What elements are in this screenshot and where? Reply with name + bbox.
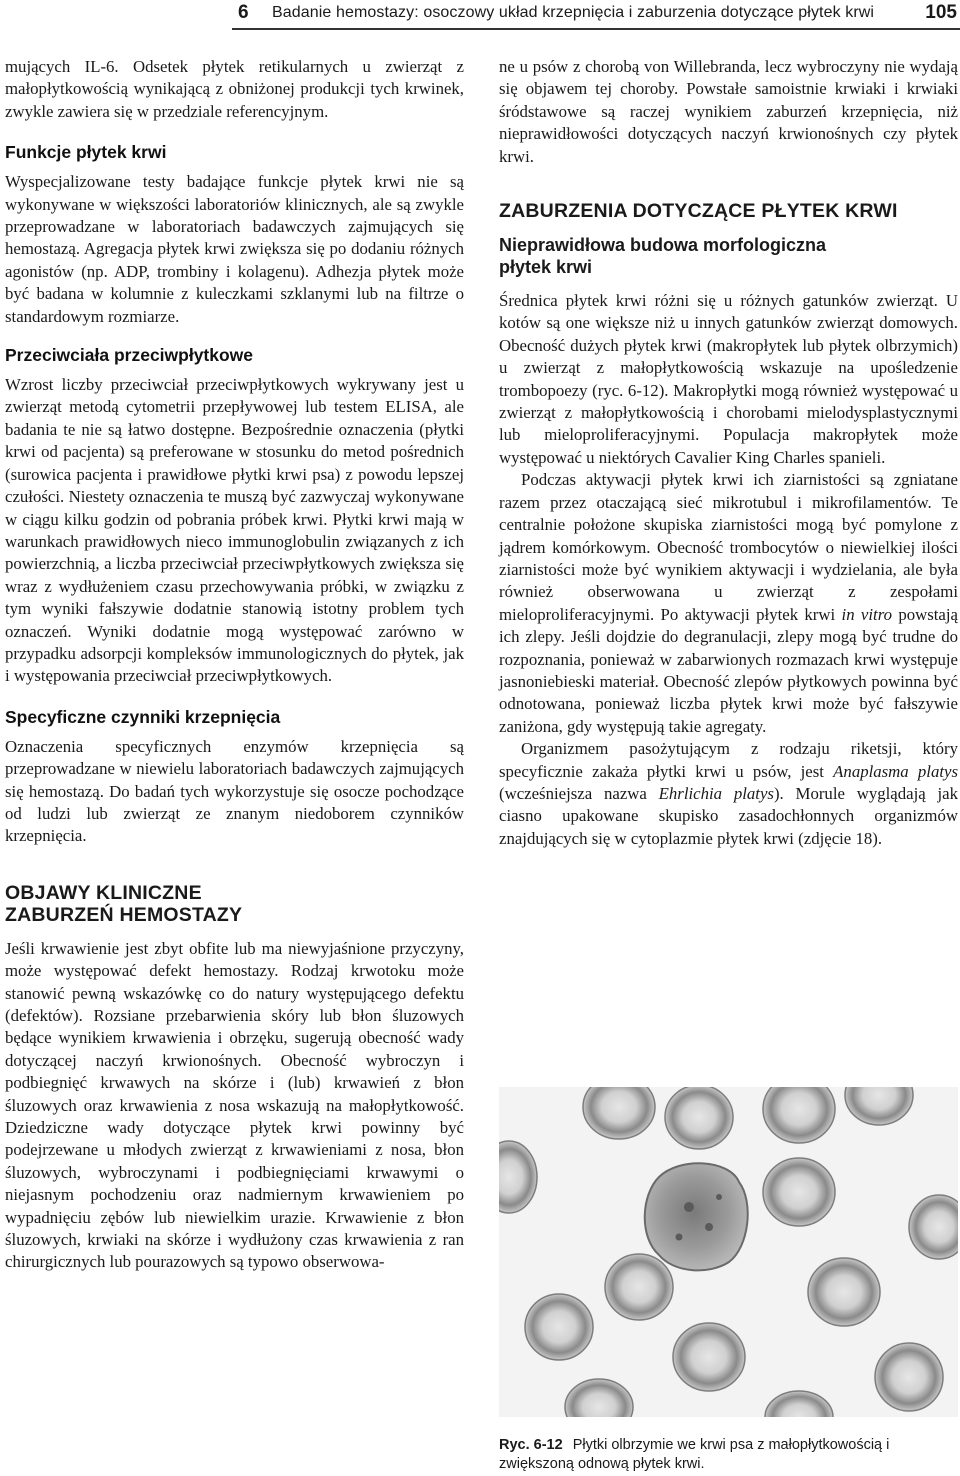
right-column (499, 56, 958, 850)
header-rule (232, 28, 960, 30)
running-header (0, 0, 960, 38)
heading-objawy-line1: OBJAWY KLINICZNE (5, 881, 202, 904)
caption-text: Płytki olbrzymie we krwi psa z małopłytkowością i zwiększoną odnową płytek krwi. (499, 1437, 890, 1472)
paragraph: Jeśli krwawienie jest zbyt obfite lub ma niewyjaśnione przyczyny, może występować defekt hemostazy. Rodzaj krwotoku może stanowić pewną wskazówkę co do natury występującego defektu (defektów). Rozsiane przebarwienia skóry lub błon śluzowych będące wynikiem krwawienia i obrzęku, sugerują obecność wady dotyczącej naczyń krwionośnych. Obecność wybroczyn i podbiegnięć krwawych na skórze i (lub) krwawień z błon śluzowych oraz krwawienia z nosa wskazują na małopłytkowość. Dziedziczne wady dotyczące płytek krwi powinny być podejrzewane u młodych zwierząt z krwawieniami z nosa, błon śluzowych, wybroczynami i podbiegnięciami krwawymi o niejasnym pochodzeniu oraz nadmiernym krwawieniem po wypadnięciu zębów lub niewielkim urazie. Krwawienie z błon śluzowych, krwiaki na skórze i wydłużony czas krwawienia z ran chirurgicznych lub pourazowych są typowo obserwowa- (5, 938, 464, 1272)
giant-platelet (645, 1163, 748, 1270)
figure-label: Ryc. 6-12 (499, 1437, 563, 1453)
heading-przeciwciala: Przeciwciała przeciwpłytkowe (5, 345, 254, 366)
paragraph: Średnica płytek krwi różni się u różnych gatunków zwierząt. U kotów są one większe niż u innych gatunków zwierząt domowych. Obecność dużych płytek krwi (makropłytek lub płytek olbrzymich) u zwierząt z małopłytkowością wskazuje na upośledzenie trombopoezy (ryc. 6-12). Makropłytki mogą również występować u zwierząt z małopłytkowością i chorobami mielodysplastycznymi lub mieloproliferacyjnymi. Populacja makropłytek może występować u niektórych Cavalier King Charles spanieli. (499, 291, 958, 467)
text-run: ). Morule wyglądają jak ciasno upakowane skupisko zasadochłonnych organizmów znajdujących się w cytoplazmie płytek krwi (zdjęcie 18). (499, 783, 958, 848)
paragraph: ne u psów z chorobą von Willebranda, lecz wybroczyny nie wydają się objawem tej choroby. Powstałe samoistnie krwiaki i krwiaki śródstawowe są raczej wynikiem zaburzeń krzepnięcia, niż nieprawidłowości dotyczących naczyń krwionośnych czy płytek krwi. (499, 57, 958, 166)
text-run: powstają ich zlepy. Jeśli dojdzie do degranulacji, zlepy mogą być trudne do rozpoznania, ponieważ w zabarwionych rozmazach krwi występuje jasnoniebieski materiał. Obecność zlepów płytkowych powinna być odnotowana, ponieważ liczba płytek krwi może być fałszywie zaniżona, gdy występują takie agregaty. (499, 604, 958, 736)
paragraph: Oznaczenia specyficznych enzymów krzepnięcia są przeprowadzane w niewielu laboratoriach badawczych zajmujących się hemostazą. Do badań tych wykorzystuje się osocze pochodzące od ludzi lub zwierząt ze znanym niedoborem czynników krzepnięcia. (5, 736, 464, 846)
text-run: Podczas aktywacji płytek krwi ich ziarnistości są zgniatane razem przez otaczającą sieć mikrotubul i mikrofilamentów. Te centralnie położone skupiska ziarnistości mogą być pomylone z jądrem komórkowym. Obecność trombocytów o niewielkiej ilości ziarnistości może być wynikiem aktywacji i wydzielania, ale była również obserwowana u zwierząt z zespołami mieloproliferacyjnymi. Po aktywacji płytek krwi (499, 470, 958, 624)
micrograph-figure (499, 1087, 958, 1417)
paragraph: mujących IL-6. Odsetek płytek retikularnych u zwierząt z małopłytkowością wynikającą z obniżonej produkcji tych krwinek, zwykle zawiera się w przedziale referencyjnym. (5, 57, 464, 121)
heading-funkcje: Funkcje płytek krwi (5, 142, 167, 163)
heading-nieprawidlowa-line1: Nieprawidłowa budowa morfologiczna (499, 235, 827, 256)
paragraph (499, 738, 958, 850)
italic-term: Ehrlichia platys (658, 783, 774, 803)
heading-objawy-line2: ZABURZEŃ HEMOSTAZY (5, 903, 243, 926)
italic-term: Anaplasma platys (833, 761, 958, 781)
text-run: (wcześniejsza nazwa (499, 783, 647, 803)
heading-specyficzne: Specyficzne czynniki krzepnięcia (5, 706, 281, 727)
paragraph: Wzrost liczby przeciwciał przeciwpłytkowych wykrywany jest u zwierząt metodą cytometrii przepływowej lub testem ELISA, ale badania te nie są łatwo dostępne. Bezpośrednie oznaczenia (płytki krwi od pacjenta) są preferowane w stosunku do metod pośrednich (surowica pacjenta i prawidłowe płytki krwi psa) z powodu lepszej czułości. Niestety oznaczenia te muszą być zazwyczaj wykonywane w ciągu kilku godzin od pobrania próbek krwi. Płytki krwi mają w warunkach prawidłowych nieco immunoglobulin związanych z ich powierzchnią, a liczba przeciwciał przeciwpłytkowych zwiększa się wraz z wydłużeniem czasu przechowywania próbki, w związku z tym wyniki fałszywie dodatnie stanowią istotny problem tych oznaczeń. Wyniki dodatnie mogą występować zarówno w przypadku adsorpcji kompleksów immunologicznych do płytek, jak i występowania przeciwciał przeciwpłytkowych. (5, 375, 464, 686)
heading-nieprawidlowa (499, 234, 958, 278)
text-run: Organizmem pasożytującym z rodzaju riketsji, który specyficznie zakaża płytki krwi u psów, jest (499, 739, 958, 781)
section-heading-objawy (5, 882, 464, 926)
left-column (5, 56, 464, 1274)
paragraph (499, 469, 958, 738)
heading-zaburzenia: ZABURZENIA DOTYCZĄCE PŁYTEK KRWI (499, 200, 898, 223)
blood-smear-image (499, 1087, 958, 1417)
chapter-number: 6 (238, 2, 249, 23)
italic-term: in vitro (841, 604, 892, 624)
paragraph: Wyspecjalizowane testy badające funkcje płytek krwi nie są wykonywane w większości laboratoriów klinicznych, ale są zwykle przeprowadzane w laboratoriach badawczych zajmujących się hemostazą. Agregacja płytek krwi zwiększa się po dodaniu różnych agonistów (np. ADP, trombiny i kolagenu). Adhezja płytek może być badana w kolumnie z kuleczkami szklanymi lub na filtrze o standardowym rozmiarze. (5, 172, 464, 326)
figure-caption (499, 1436, 958, 1474)
heading-nieprawidlowa-line2: płytek krwi (499, 257, 593, 278)
chapter-title: Badanie hemostazy: osoczowy układ krzepnięcia i zaburzenia dotyczące płytek krwi (272, 4, 875, 21)
page-number: 105 (925, 2, 957, 23)
